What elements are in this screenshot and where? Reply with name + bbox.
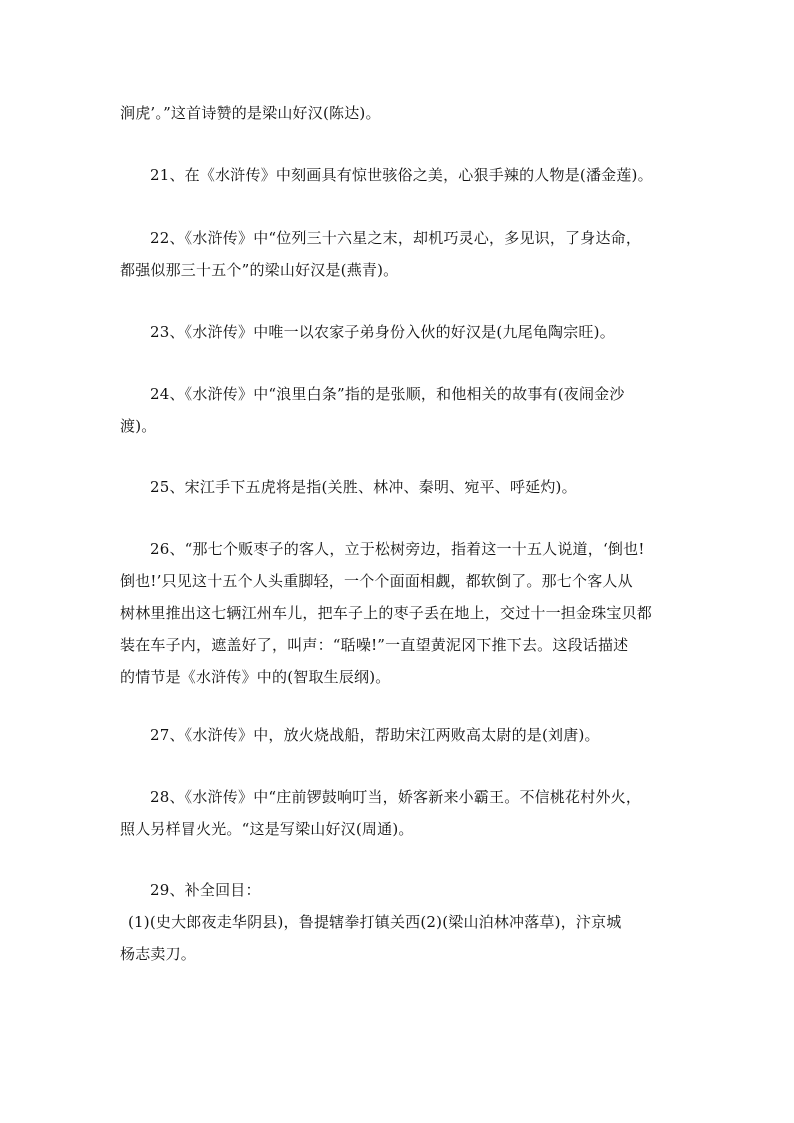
text-line: (1)(史大郎夜走华阴县)，鲁提辖拳打镇关西(2)(梁山泊林冲落草)，汴京城: [128, 913, 622, 931]
text-line: 渡)。: [120, 417, 157, 435]
text-line: 都强似那三十五个”的梁山好汉是(燕青)。: [120, 261, 399, 279]
paragraph-25: [120, 471, 676, 503]
text-line: 26、“那七个贩枣子的客人，立于松树旁边，指着这一十五人说道，‘倒也!: [150, 540, 645, 558]
text-line: 照人另样冒火光。“这是写梁山好汉(周通)。: [120, 820, 414, 838]
text-line: 25、宋江手下五虎将是指(关胜、林冲、秦明、宛平、呼延灼)。: [150, 478, 577, 496]
paragraph-24: [120, 378, 676, 442]
paragraph-22: [120, 222, 676, 286]
paragraph-29: [120, 874, 676, 970]
text-line: 29、补全回目：: [150, 881, 261, 899]
text-line: 27、《水浒传》中，放火烧战船，帮助宋江两败高太尉的是(刘唐)。: [150, 726, 600, 744]
text-line: 装在车子内，遮盖好了，叫声：“聒噪!”一直望黄泥冈下推下去。这段话描述: [120, 636, 629, 654]
paragraph-21: [120, 159, 676, 191]
paragraph-23: [120, 316, 676, 348]
text-line: 涧虎’。”这首诗赞的是梁山好汉(陈达)。: [120, 104, 381, 122]
paragraph-28: [120, 781, 676, 845]
paragraph-26: [120, 533, 676, 693]
text-line: 23、《水浒传》中唯一以农家子弟身份入伙的好汉是(九尾龟陶宗旺)。: [150, 323, 615, 341]
text-line: 21、在《水浒传》中刻画具有惊世骇俗之美，心狠手辣的人物是(潘金莲)。: [150, 166, 653, 184]
text-line: 24、《水浒传》中“浪里白条”指的是张顺，和他相关的故事有(夜闹金沙: [150, 385, 625, 403]
text-line: 杨志卖刀。: [120, 945, 197, 963]
text-line: 28、《水浒传》中“庄前锣鼓响叮当，娇客新来小霸王。不信桃花村外火，: [150, 788, 642, 806]
text-line: 倒也!’只见这十五个人头重脚轻，一个个面面相觑，都软倒了。那七个客人从: [120, 572, 633, 590]
text-line: 的情节是《水浒传》中的(智取生辰纲)。: [120, 668, 391, 686]
text-line: 树林里推出这七辆江州车儿，把车子上的枣子丢在地上，交过十一担金珠宝贝都: [120, 604, 653, 622]
text-line: 22、《水浒传》中“位列三十六星之末，却机巧灵心，多见识，了身达命，: [150, 229, 642, 247]
paragraph-20-tail: [120, 97, 676, 129]
paragraph-27: [120, 719, 676, 751]
